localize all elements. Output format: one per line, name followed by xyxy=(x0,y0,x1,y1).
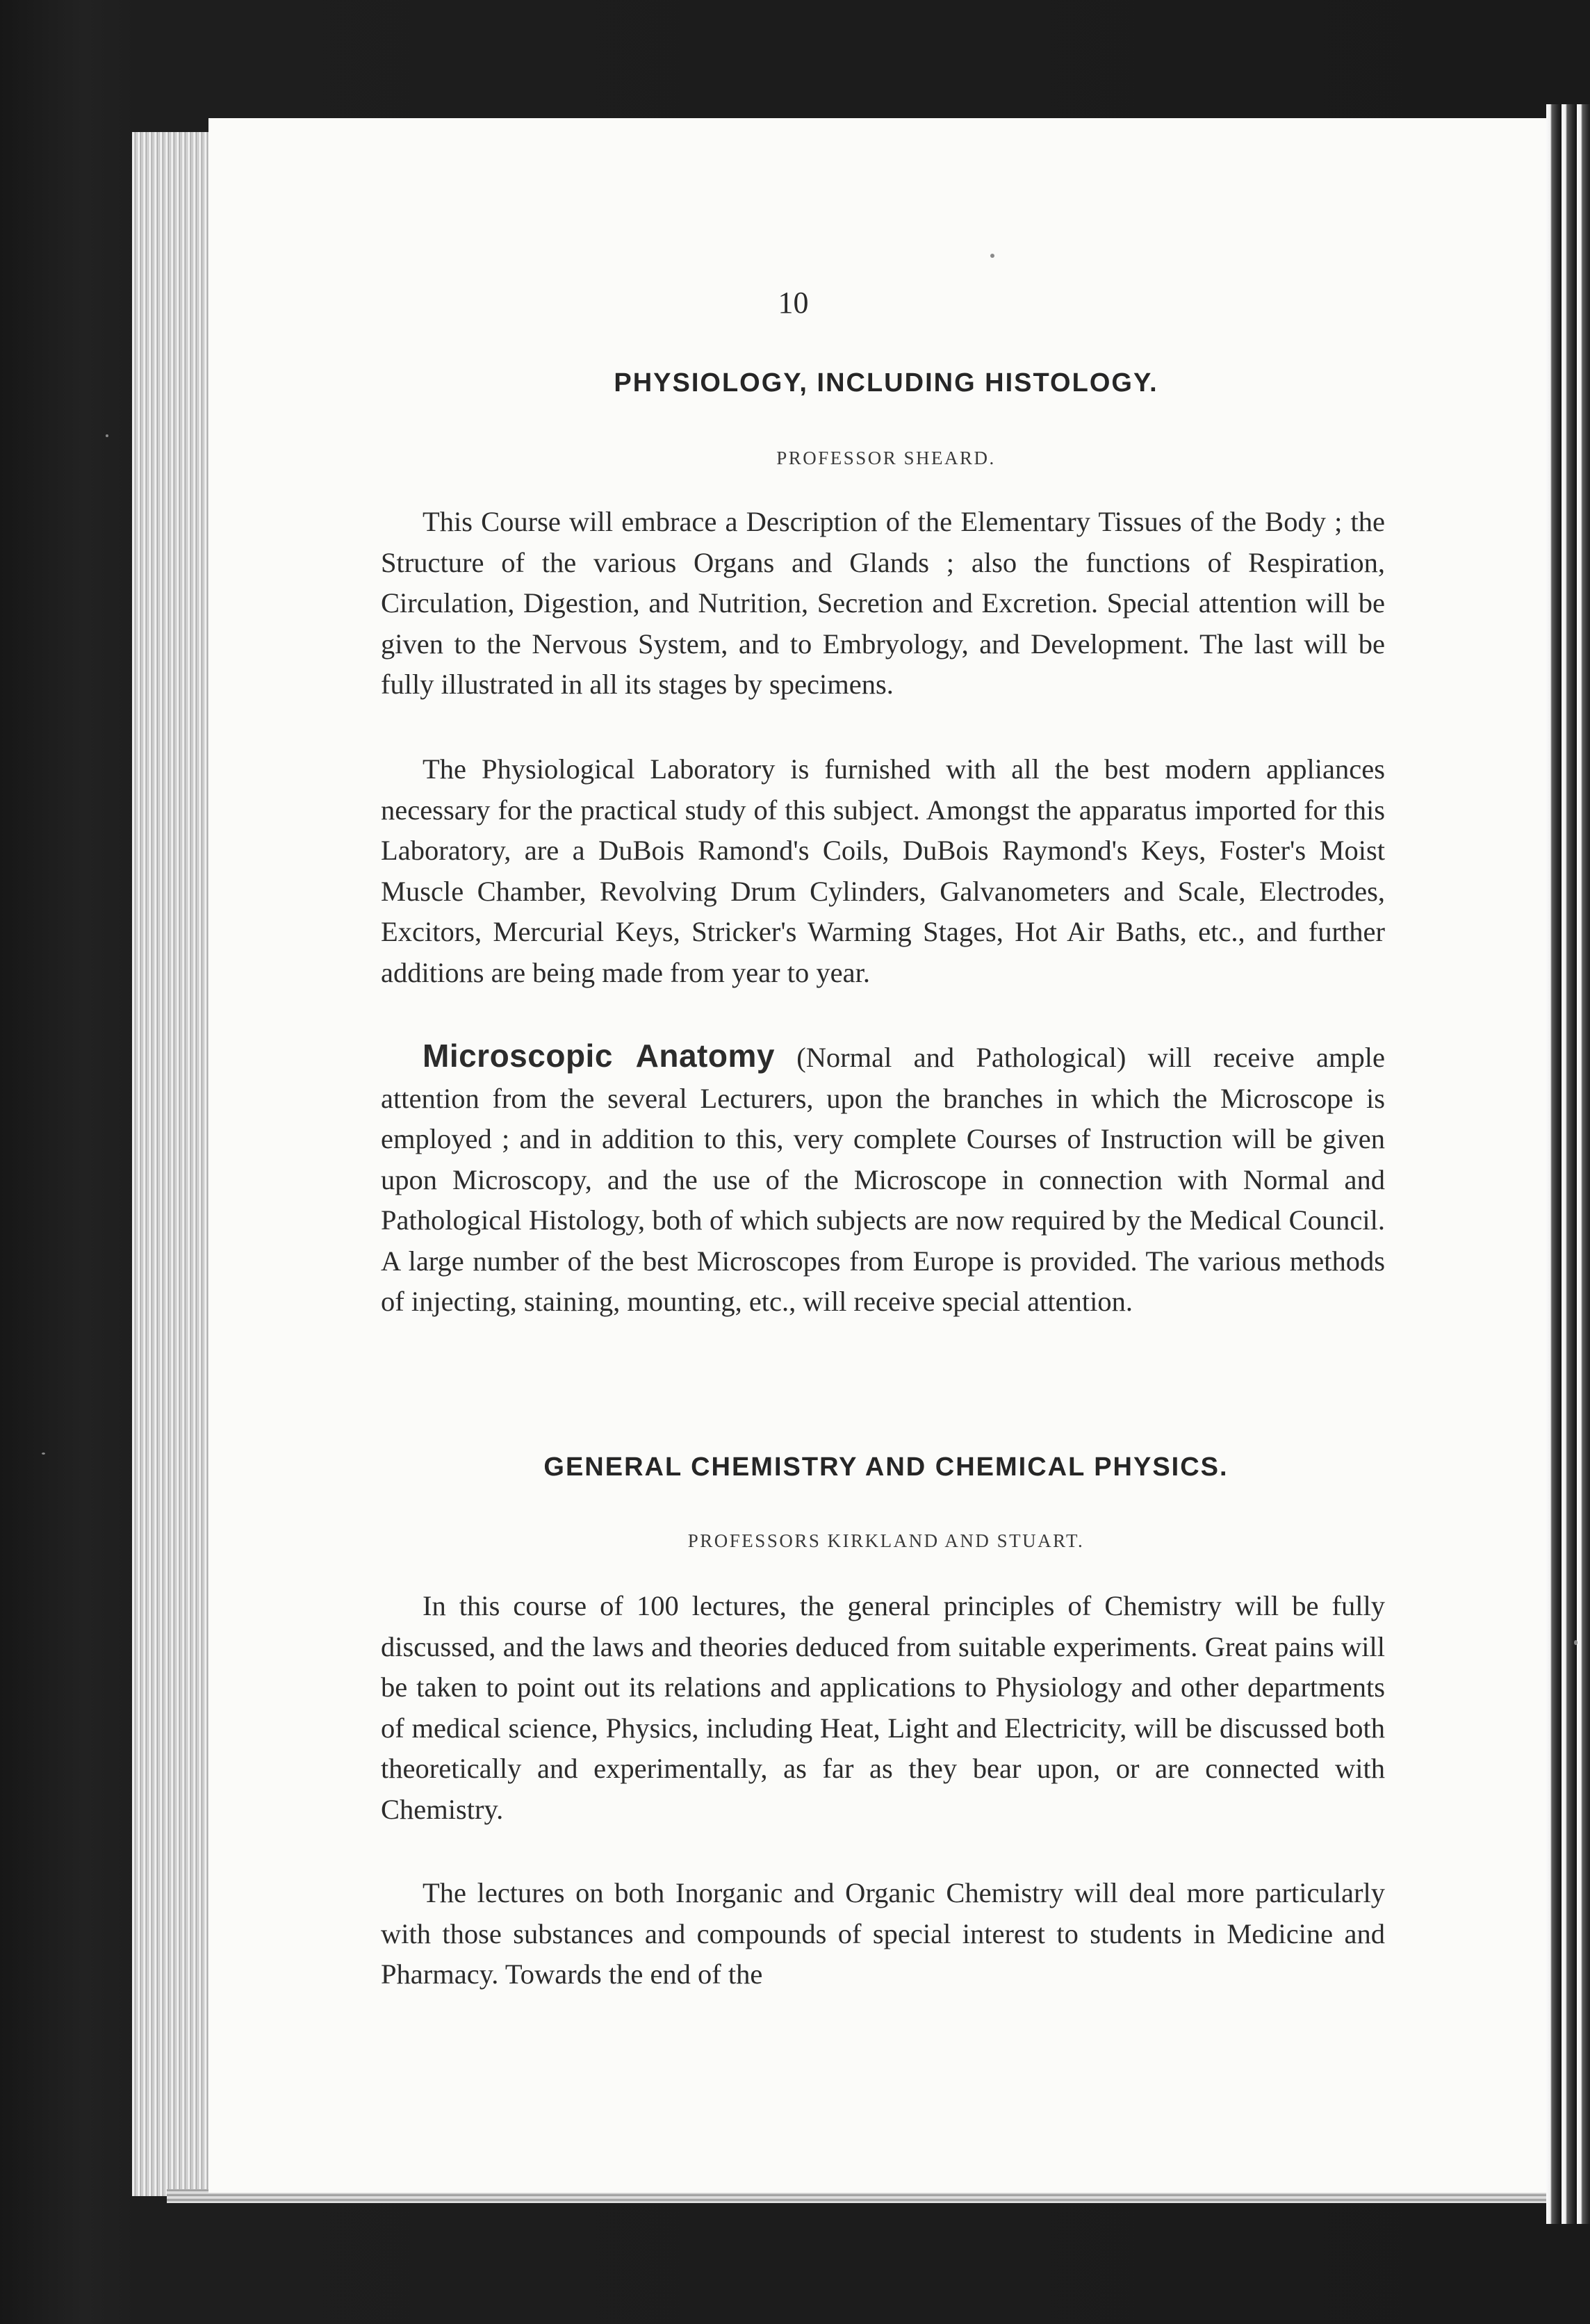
paragraph-text: In this course of 100 lectures, the general principles of Chemistry will be fully discussed, and the laws and theories deduced from suitable experiments. Great pains will be taken to point out its relations and applications to Physiology and other departments of medical science, Physics, including Heat, Light and Electricity, will be discussed both theoretically and experimentally, as far as they bear upon, or are connected with Chemistry. xyxy=(381,1590,1385,1825)
page-number-text: 10 xyxy=(778,286,809,320)
paragraph-text: This Course will embrace a Description of the Elementary Tissues of the Body ; the Structure of the various Organs and Glands ; also the functions of Respiration, Circulation, Digestion, and Nutrition, Secretion and Excretion. Special attention will be given to the Nervous System, and to Embryology, and Development. The last will be fully illustrated in all its stages by specimens. xyxy=(381,506,1385,700)
section-heading-physiology: PHYSIOLOGY, INCLUDING HISTOLOGY. xyxy=(614,368,1158,398)
page-stack-left-edge xyxy=(132,132,215,2196)
paragraph-chemistry-course xyxy=(381,1586,1385,1830)
dust-speck xyxy=(1574,1640,1577,1645)
paragraph-physiology-course xyxy=(381,502,1385,705)
paragraph-physiology-laboratory xyxy=(381,749,1385,993)
section-professor-physiology: PROFESSOR SHEARD. xyxy=(776,448,996,468)
dust-speck xyxy=(106,434,108,437)
page-number xyxy=(0,285,1590,320)
dust-speck xyxy=(42,1452,45,1455)
paragraph-text: The lectures on both Inorganic and Organic Chemistry will deal more particularly with those substances and compounds of special interest to students in Medicine and Pharmacy. Towards the end of the xyxy=(381,1877,1385,1990)
paragraph-lead: Microscopic Anatomy xyxy=(423,1038,775,1074)
paragraph-text: The Physiological Laboratory is furnished with all the best modern appliances necessary for the practical study of this subject. Amongst the apparatus imported for this Laboratory, are a DuBois Ramond's Coils, DuBois Raymond's Keys, Foster's Moist Muscle Chamber, Revolving Drum Cylinders, Galvanometers and Scale, Electrodes, Excitors, Mercurial Keys, Stricker's Warming Stages, Hot Air Baths, etc., and further additions are being made from year to year. xyxy=(381,753,1385,988)
paragraph-text: (Normal and Pathological) will receive ample attention from the several Lecturers, upon the branches in which the Microscope is employed ; and in addition to this, very complete Courses of Instruction will be given upon Microscopy, and the use of the Microscope in connection with Normal and Pathological Histology, both of which subjects are now required by the Medical Council. A large number of the best Microscopes from Europe is provided. The various methods of injecting, staining, mounting, etc., will receive special attention. xyxy=(381,1042,1385,1317)
paragraph-chemistry-lectures xyxy=(381,1873,1385,1995)
book-spine-shadow xyxy=(1546,104,1590,2224)
dust-speck xyxy=(990,254,994,258)
section-professor-chemistry: PROFESSORS KIRKLAND AND STUART. xyxy=(687,1530,1085,1551)
paragraph-microscopic-anatomy xyxy=(381,1036,1385,1323)
section-heading-chemistry: GENERAL CHEMISTRY AND CHEMICAL PHYSICS. xyxy=(543,1452,1229,1482)
